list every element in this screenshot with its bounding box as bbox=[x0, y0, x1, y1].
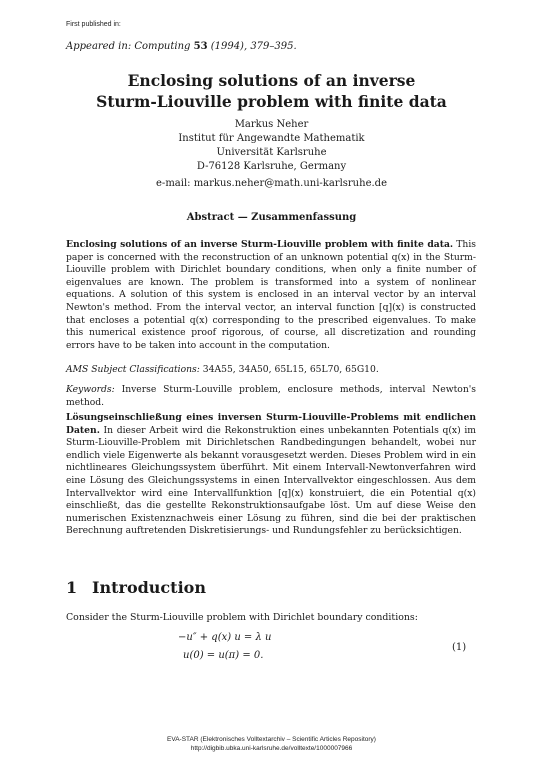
author-email: e-mail: markus.neher@math.uni-karlsruhe.de bbox=[156, 178, 387, 189]
paper-title bbox=[0, 70, 543, 112]
abstract-heading: Abstract — Zusammenfassung bbox=[186, 212, 357, 223]
equation-line-2: u(0) = u(π) = 0. bbox=[183, 650, 264, 661]
citation-suffix: (1994), 379–395. bbox=[207, 41, 297, 52]
abstract-english bbox=[66, 239, 476, 352]
keywords-text: Inverse Sturm-Louville problem, enclosure methods, interval Newton's method. bbox=[66, 384, 476, 408]
abstract-english-title: Enclosing solutions of an inverse Sturm-Liouville problem with finite data. bbox=[66, 239, 454, 250]
equation-line-1: −u″ + q(x) u = λ u bbox=[178, 632, 272, 643]
affiliation-university: Universität Karlsruhe bbox=[216, 147, 327, 158]
section-heading bbox=[66, 578, 206, 597]
publication-citation bbox=[66, 41, 297, 52]
footer-url: http://digbib.ubka.uni-karlsruhe.de/volltexte/1000007966 bbox=[190, 745, 353, 752]
keywords bbox=[66, 384, 476, 409]
citation-volume: 53 bbox=[193, 41, 208, 52]
footer-archive-name: EVA-STAR (Elektronisches Volltextarchiv – Scientific Articles Repository) bbox=[167, 736, 376, 743]
abstract-german-title: Lösungseinschließung eines inversen Sturm-Liouville-Problems mit endlichen Daten. bbox=[66, 412, 476, 436]
ams-label: AMS Subject Classifications: bbox=[66, 364, 200, 375]
ams-codes: 34A55, 34A50, 65L15, 65L70, 65G10. bbox=[199, 364, 379, 375]
title-line-2: Sturm-Liouville problem with finite data bbox=[96, 92, 447, 111]
affiliation-institute: Institut für Angewandte Mathematik bbox=[178, 133, 365, 144]
citation-prefix: Appeared in: Computing bbox=[66, 41, 194, 52]
repository-footer bbox=[0, 735, 543, 753]
author-block bbox=[0, 118, 543, 191]
ams-classification bbox=[66, 364, 476, 377]
affiliation-address: D-76128 Karlsruhe, Germany bbox=[196, 161, 347, 172]
section-title: Introduction bbox=[92, 578, 206, 597]
section-number: 1 bbox=[66, 578, 78, 597]
title-line-1: Enclosing solutions of an inverse bbox=[127, 71, 416, 90]
equation-number: (1) bbox=[452, 642, 467, 653]
intro-paragraph: Consider the Sturm-Liouville problem with Dirichlet boundary conditions: bbox=[66, 612, 418, 623]
keywords-label: Keywords: bbox=[66, 384, 115, 395]
first-published-note: First published in: bbox=[66, 21, 121, 28]
abstract-english-body: This paper is concerned with the reconstruction of an unknown potential q(x) in the Sturm-Liouville problem with Dirichlet boundary conditions, when only a finite number of eigenvalues are known. The problem is transformed into a system of nonlinear equations. A solution of this system is enclosed in an interval vector by an interval Newton's method. From the interval vector, an interval function [q](x) is constructed that encloses a potential q(x) corresponding to the prescribed eigenvalues. To make this numerical existence proof rigorous, of course, all discretization and rounding errors have to be taken into account in the computation. bbox=[66, 239, 477, 351]
abstract-german bbox=[66, 412, 476, 538]
author-name: Markus Neher bbox=[234, 119, 309, 130]
abstract-german-body: In dieser Arbeit wird die Rekonstruktion eines unbekannten Potentials q(x) im Sturm-Liouville-Problem mit Dirichletschen Randbedingungen behandelt, wobei nur endlich viele Eigenwerte als bekannt vorausgesetzt werden. Dieses Problem wird in ein nichtlineares Gleichungssystem überführt. Mit einem Intervall-Newtonverfahren wird eine Lösung des Gleichungssystems in einen Intervallvektor eingeschlossen. Aus dem Intervallvektor wird eine Intervallfunktion [q](x) konstruiert, die ein Potential q(x) einschließt, das die gestellte Rekonstruktionsaufgabe löst. Um auf diese Weise den numerischen Existenznachweis einer Lösung zu führen, sind die bei der praktischen Berechnung auftretenden Diskretisierungs- und Rundungsfehler zu berücksichtigen. bbox=[66, 424, 476, 537]
